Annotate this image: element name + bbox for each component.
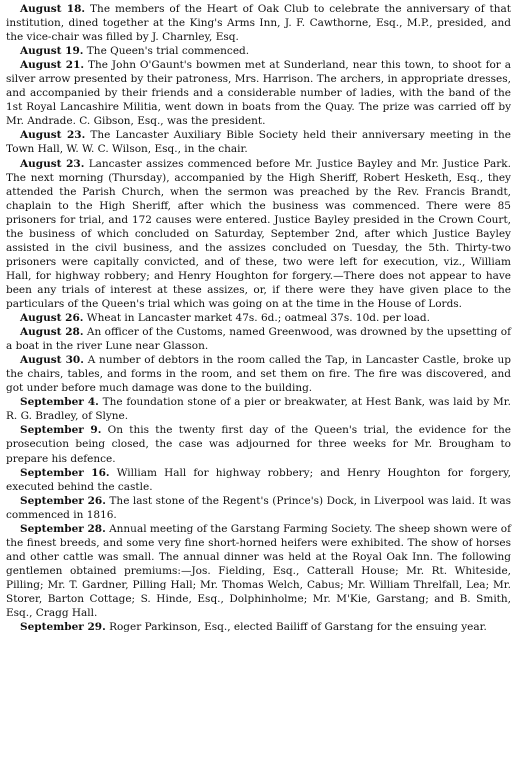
entry-aug-26 — [6, 311, 511, 325]
entry-text: William Hall for highway robbery; and Henry Houghton for forgery, executed behind the castle. — [6, 466, 511, 493]
entry-sep-16 — [6, 466, 511, 494]
entry-text: The members of the Heart of Oak Club to celebrate the anniversary of that institution, dined together at the King's Arms Inn, J. F. Cawthorne, Esq., M.P., presided, and the vice-chair was filled by J. Charnley, Esq. — [6, 3, 511, 44]
entry-aug-30 — [6, 353, 511, 395]
entry-date: September 29. — [20, 621, 106, 634]
entry-date: September 16. — [20, 466, 110, 479]
entry-date: September 9. — [20, 424, 102, 437]
entry-sep-4 — [6, 395, 511, 423]
entry-sep-9 — [6, 423, 511, 465]
entry-text: The foundation stone of a pier or breakwater, at Hest Bank, was laid by Mr. R. G. Bradley, of Slyne. — [6, 396, 511, 423]
entry-text: Annual meeting of the Garstang Farming Society. The sheep shown were of the finest breeds, and some very fine short-horned heifers were exhibited. The show of horses and other cattle was small. The annual dinner was held at the Royal Oak Inn. The following gentlemen obtained premiums:—Jos. Fielding, Esq., Catterall House; Mr. Rt. Whiteside, Pilling; Mr. T. Gardner, Pilling Hall; Mr. Thomas Welch, Cabus; Mr. William Threlfall, Lea; Mr. Storer, Barton Cottage; S. Hinde, Esq., Dolphinholme; Mr. M'Kie, Garstang; and B. Smith, Esq., Cragg Hall. — [6, 522, 512, 620]
entry-aug-19 — [6, 44, 511, 58]
entry-aug-23-bible-society — [6, 128, 511, 156]
entry-sep-28 — [6, 522, 511, 620]
entry-date: September 4. — [20, 396, 99, 409]
entry-text: Lancaster assizes commenced before Mr. Justice Bayley and Mr. Justice Park. The next morning (Thursday), accompanied by the High Sheriff, Robert Hesketh, Esq., they attended the Parish Church, when the sermon was preached by the Rev. Francis Brandt, chaplain to the High Sheriff, after which the business was commenced. There were 85 prisoners for trial, and 172 causes were entered. Justice Bayley presided in the Crown Court, the business of which concluded on Saturday, September 2nd, after which Justice Bayley assisted in the civil business, and the assizes concluded on Tuesday, the 5th. Thirty-two prisoners were capitally convicted, and of these, two were left for execution, viz., William Hall, for highway robbery; and Henry Houghton for forgery.—There does not appear to have been any trials of interest at these assizes, or, if there were they have given place to the particulars of the Queen's trial which was going on at the time in the House of Lords. — [6, 157, 511, 310]
entry-date: August 23. — [20, 157, 85, 170]
entry-date: August 26. — [20, 312, 84, 325]
entry-text: The Queen's trial commenced. — [86, 45, 250, 58]
entry-date: August 28. — [20, 326, 84, 339]
entry-aug-28 — [6, 325, 511, 353]
entry-text: The John O'Gaunt's bowmen met at Sunderland, near this town, to shoot for a silver arrow presented by their patroness, Mrs. Harrison. The archers, in appropriate dresses, and accompanied by their friends and a considerable number of ladies, with the band of the 1st Royal Lancashire Militia, went down in boats from the Quay. The prize was carried off by Mr. Andrade. C. Gibson, Esq., was the president. — [6, 59, 511, 128]
entry-text: The last stone of the Regent's (Prince's) Dock, in Liverpool was laid. It was commenced in 1816. — [6, 494, 511, 521]
entry-aug-18 — [6, 2, 511, 44]
entry-aug-21 — [6, 58, 511, 128]
entry-sep-29 — [6, 620, 511, 634]
entry-date: August 23. — [20, 129, 86, 142]
entry-date: September 26. — [20, 494, 106, 507]
entry-date: August 18. — [20, 3, 86, 15]
entry-text: An officer of the Customs, named Greenwood, was drowned by the upsetting of a boat in the river Lune near Glasson. — [6, 326, 511, 353]
entry-sep-26 — [6, 494, 511, 522]
entry-text: On this the twenty first day of the Queen's trial, the evidence for the prosecution being closed, the case was adjourned for three weeks for Mr. Brougham to prepare his defence. — [6, 424, 512, 465]
entry-date: September 28. — [20, 522, 106, 535]
entry-text: A number of debtors in the room called the Tap, in Lancaster Castle, broke up the chairs, tables, and forms in the room, and set them on fire. The fire was discovered, and got under before much damage was done to the building. — [6, 354, 511, 395]
entry-date: August 19. — [20, 45, 84, 58]
entry-date: August 21. — [20, 59, 85, 72]
entry-text: Roger Parkinson, Esq., elected Bailiff of Garstang for the ensuing year. — [109, 621, 487, 634]
entry-text: The Lancaster Auxiliary Bible Society held their anniversary meeting in the Town Hall, W. W. C. Wilson, Esq., in the chair. — [6, 129, 512, 156]
entry-date: August 30. — [20, 354, 84, 367]
entry-aug-23-assizes — [6, 157, 511, 312]
entry-text: Wheat in Lancaster market 47s. 6d.; oatmeal 37s. 10d. per load. — [86, 312, 430, 325]
